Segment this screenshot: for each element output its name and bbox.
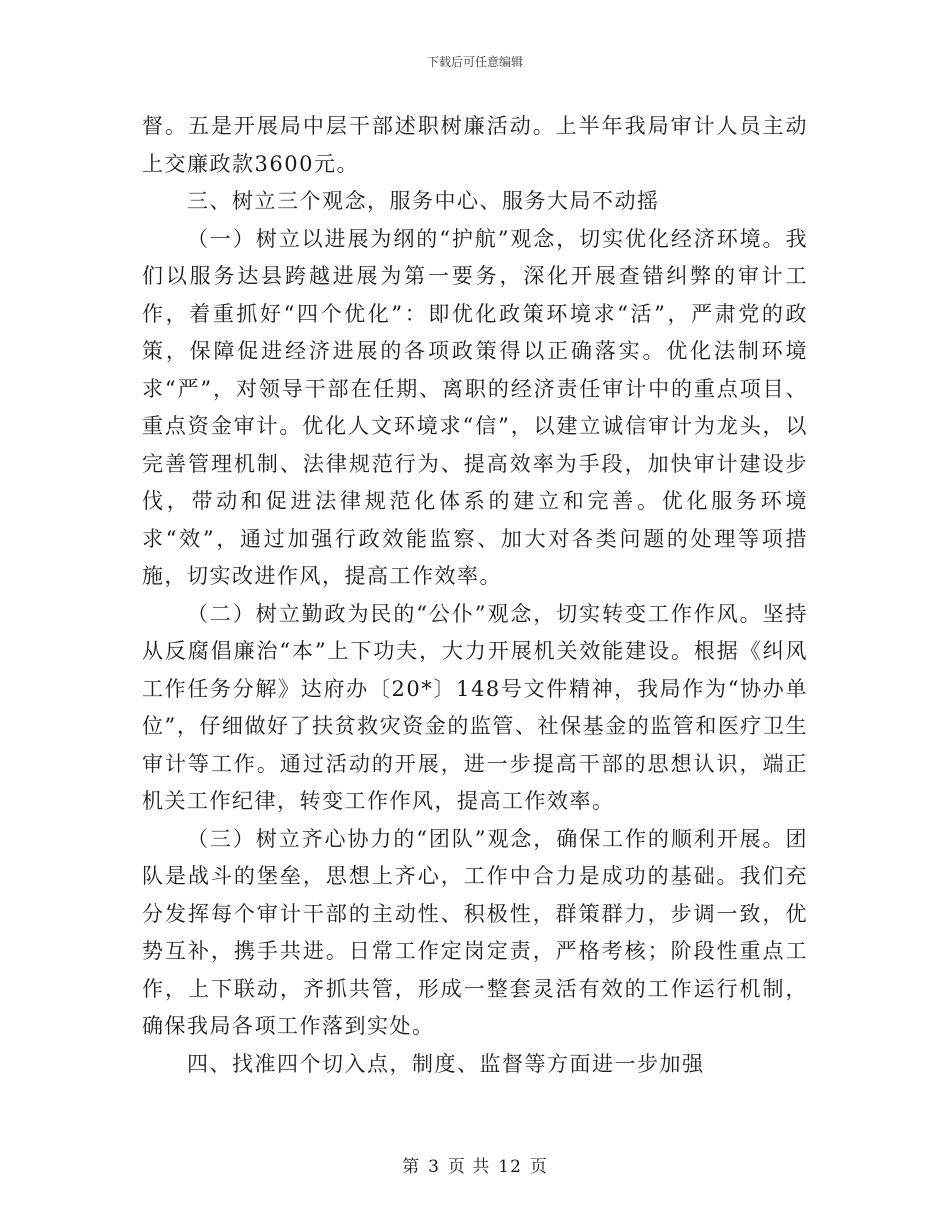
footer-current-page: 3 [428, 1157, 440, 1177]
paragraph-point-one: （一）树立以进展为纲的“护航”观念，切实优化经济环境。我们以服务达县跨越进展为第一要务，深化开展查错纠弊的审计工作，着重抓好“四个优化”：即优化政策环境求“活”，严肃党的政策，保障促进经济进展的各项政策得以正确落实。优化法制环境求“严”，对领导干部在任期、离职的经济责任审计中的重点项目、重点资金审计。优化人文环境求“信”，以建立诚信审计为龙头，以完善管理机制、法律规范行为、提高效率为手段，加快审计建设步伐，带动和促进法律规范化体系的建立和完善。优化服务环境求“效”，通过加强行政效能监察、加大对各类问题的处理等项措施，切实改进作风，提高工作效率。 [142, 226, 808, 588]
section-heading-three: 三、树立三个观念，服务中心、服务大局不动摇 [187, 189, 660, 213]
footer-middle: 页 共 [447, 1157, 491, 1177]
document-body [142, 108, 808, 1083]
footer-prefix: 第 [402, 1157, 421, 1177]
section-heading-four: 四、找准四个切入点，制度、监督等方面进一步加强 [187, 1051, 705, 1076]
paragraph-point-two: （二）树立勤政为民的“公仆”观念，切实转变工作作风。坚持从反腐倡廉治“本”上下功夫，大力开展机关效能建设。根据《纠风工作任务分解》达府办〔20*〕148号文件精神，我局作为“协办单位”，仔细做好了扶贫救灾资金的监管、社保基金的监管和医疗卫生审计等工作。通过活动的开展，进一步提高干部的思想认识，端正机关工作纪律，转变工作作风，提高工作效率。 [142, 601, 808, 813]
page-header-note: 下载后可任意编辑 [426, 55, 523, 69]
paragraph-point-three: （三）树立齐心协力的“团队”观念，确保工作的顺利开展。团队是战斗的堡垒，思想上齐心，工作中合力是成功的基础。我们充分发挥每个审计干部的主动性、积极性，群策群力，步调一致，优势互补，携手共进。日常工作定岗定责，严格考核；阶段性重点工作，上下联动，齐抓共管，形成一整套灵活有效的工作运行机制，确保我局各项工作落到实处。 [142, 826, 808, 1038]
footer-total-pages: 12 [498, 1157, 522, 1177]
paragraph-continuation: 督。五是开展局中层干部述职树廉活动。上半年我局审计人员主动上交廉政款3600元。 [142, 114, 808, 176]
page-number-footer [0, 1156, 950, 1178]
footer-suffix: 页 [529, 1157, 548, 1177]
